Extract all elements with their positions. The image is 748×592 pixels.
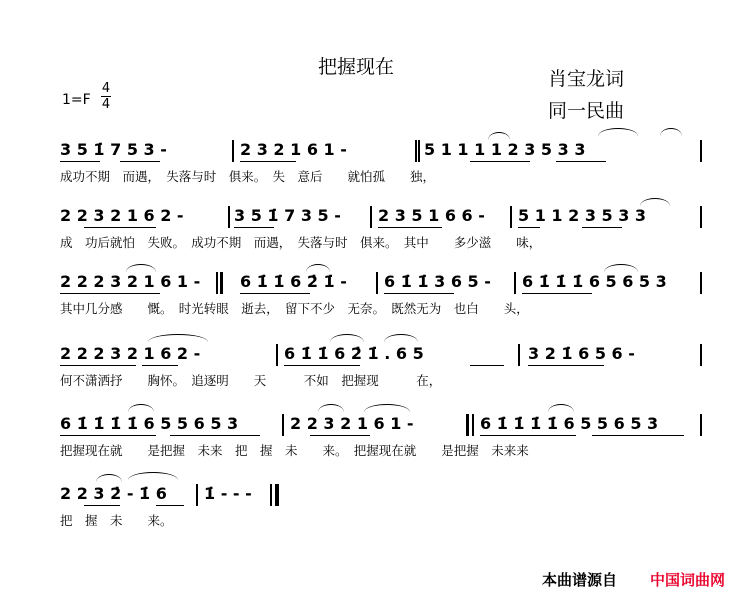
measure-notes: 5 1 1 2 3 5 3 3 — [518, 206, 647, 225]
measure-notes: 2 2 2 3 2 1 6 1 - — [60, 272, 201, 291]
lyrics-line: 把握现在就 是把握 未来 把 握 未 来。 把握现在就 是把握 未来来 — [60, 443, 529, 458]
key-signature: 1=F — [62, 92, 91, 108]
footer-site-link[interactable]: 中国词曲网 — [650, 571, 726, 589]
measure-notes: 6 1̇ 1̇ 3 6 5 - — [384, 272, 491, 291]
measure-notes: 6 1̇ 1̇ 1̇ 1̇ 6 5 5 6 5 3 — [60, 414, 239, 433]
time-signature — [100, 82, 112, 111]
time-signature-top: 4 — [101, 81, 111, 96]
measure-notes: 3 5 1̇ 7 3 5 - — [234, 206, 341, 225]
measure-notes: 6 1̇ 1̇ 6 2̇ 1̇ - — [240, 272, 347, 291]
lyrics-line: 何不潇洒抒 胸怀。 追逐明 天 不如 把握现 在， — [60, 373, 442, 388]
measure-notes: 5 1 1 1 1 2 3 5 3 3 — [424, 140, 586, 159]
lyrics-line: 成功不期 而遇， 失落与时 俱来。 失 意后 就怕孤 独， — [60, 169, 436, 184]
measure-notes: 6 1̇ 1̇ 1̇ 1̇ 6 5 5 6 5 3 — [480, 414, 659, 433]
lyrics-line: 成 功后就怕 失败。 成功不期 而遇， 失落与时 俱来。 其中 多少滋 味， — [60, 235, 542, 250]
composer-credit: 同一民曲 — [548, 100, 625, 122]
time-signature-bottom: 4 — [101, 97, 111, 112]
measure-notes: 6 1̇ 1̇ 6 2̇ 1̇ . 6 5 — [284, 344, 424, 363]
footer-source-label: 本曲谱源自 — [542, 571, 618, 589]
measure-notes: 2 3 5 1 6 6 - — [378, 206, 485, 225]
measure-notes: 1̇ - - - — [204, 484, 252, 503]
measure-notes: 2 2 3 2̇ - 1̇ 6 — [60, 484, 167, 503]
measure-notes: 3 2 1̇ 6 5 6 - — [528, 344, 635, 363]
lyrics-line: 其中几分感 慨。 时光转眼 逝去， 留下不少 无奈。 既然无为 也白 头， — [60, 301, 529, 316]
measure-notes: 2 2 2 3 2 1 6 2 - — [60, 344, 201, 363]
measure-notes: 2 2 3 2 1 6 2 - — [60, 206, 184, 225]
song-title: 把握现在 — [318, 56, 395, 78]
lyricist-credit: 肖宝龙词 — [548, 68, 625, 90]
lyrics-line: 把 握 未 来。 — [60, 513, 173, 528]
measure-notes: 3 5 1̇ 7 5 3 - — [60, 140, 167, 159]
measure-notes: 2 3 2 1 6 1 - — [240, 140, 347, 159]
measure-notes: 2 2 3 2 1 6 1 - — [290, 414, 414, 433]
measure-notes: 6 1̇ 1̇ 1̇ 6 5 6 5 3 — [522, 272, 667, 291]
